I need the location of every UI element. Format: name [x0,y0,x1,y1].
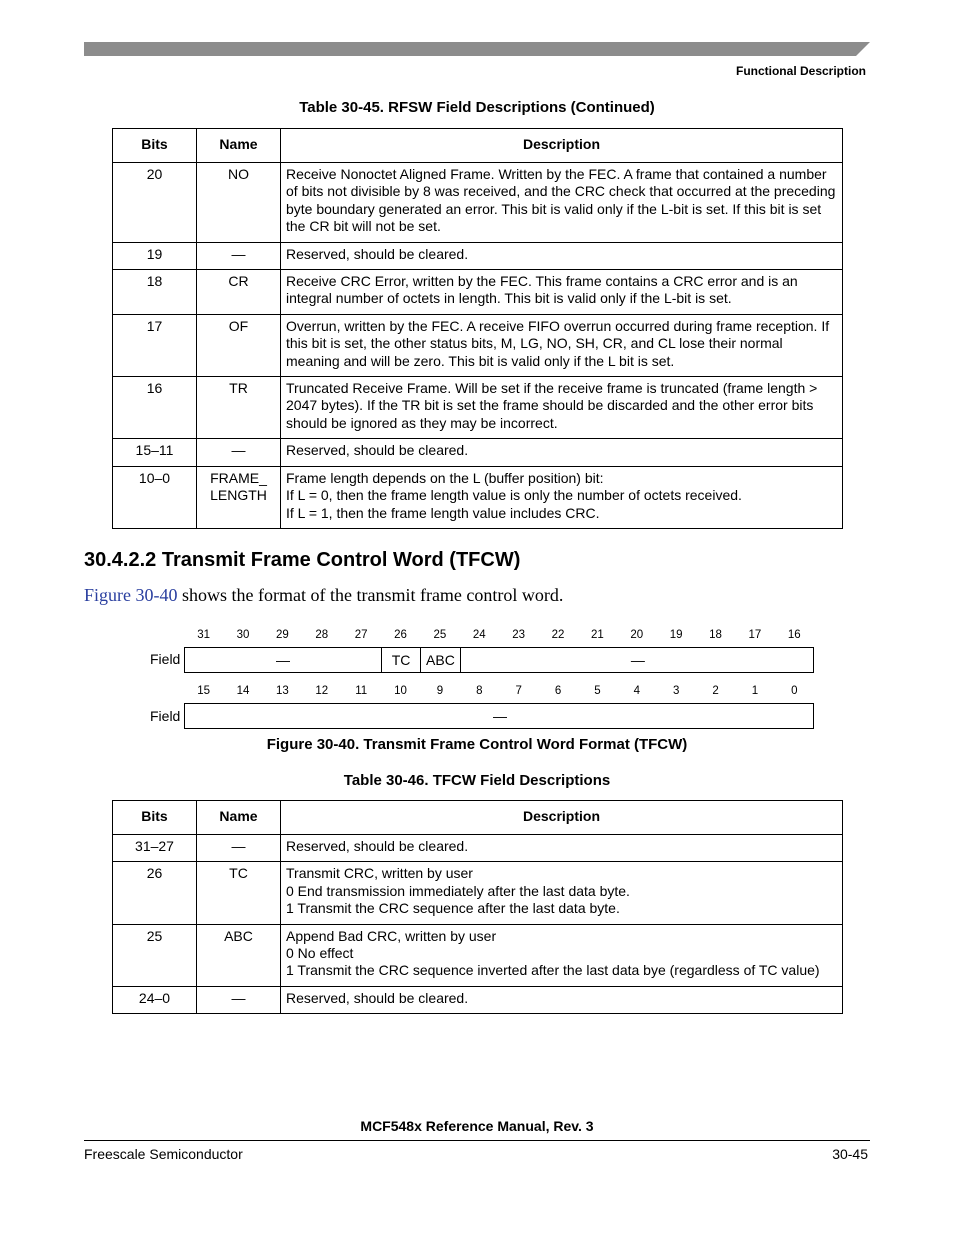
description-cell [281,986,843,1013]
bit-number: 30 [236,629,250,641]
description-line: Append Bad CRC, written by user [286,927,497,944]
description-cell [281,862,843,924]
name-cell: — [197,835,281,862]
name-cell: FRAME_ LENGTH [197,466,281,528]
description-cell [281,835,843,862]
lower-register-row [184,703,814,729]
name-cell: NO [197,163,281,243]
bits-cell: 15–11 [113,439,197,466]
bits-cell: 16 [113,377,197,439]
bits-cell: 20 [113,163,197,243]
bit-number: 27 [354,629,368,641]
bit-number: 0 [791,685,798,697]
bit-number: 24 [472,629,486,641]
bit-number: 7 [515,685,522,697]
table-row [113,270,843,315]
bit-number: 13 [276,685,289,697]
bit-number: 18 [709,629,722,641]
bit-number: 25 [433,629,447,641]
name-cell: — [197,986,281,1013]
bits-cell: 10–0 [113,466,197,528]
description-line: Receive Nonoctet Aligned Frame. Written by the FEC. A frame that contained a number of bits not divisible by 8 was received, and the CRC check that occurred at the preceding byte boundary generated an error. This bit is valid only if the L-bit is set. If this bit is set the CR bit will not be set. [286,166,836,235]
description-line: Transmit CRC, written by user [286,865,473,882]
description-line: Frame length depends on the L (buffer position) bit: [286,469,604,486]
running-header: Functional Description [735,64,866,78]
table1-caption: Table 30-45. RFSW Field Descriptions (Continued) [299,99,655,116]
bits-cell: 18 [113,270,197,315]
field-label-lower: Field [150,708,181,724]
name-cell: TR [197,377,281,439]
bit-number: 9 [436,685,444,697]
bit-number: 28 [315,629,329,641]
bit-number: 29 [276,629,289,641]
table-row [113,314,843,376]
bit-number: 22 [551,629,565,641]
paragraph-text: shows the format of the transmit frame control word. [177,585,564,605]
bit-number: 20 [630,629,644,641]
description-line: If L = 0, then the frame length value is only the number of octets received. [286,487,742,504]
bit-number: 19 [669,629,683,641]
bit-number: 11 [355,685,368,697]
bit-number: 2 [712,685,719,697]
bit-number: 10 [394,685,407,697]
description-cell [281,270,843,315]
description-line: Overrun, written by the FEC. A receive FIFO overrun occurred during frame reception. If this bit is set, the other status bits, M, LG, NO, SH, CR, and CL lose their normal meaning and will be zero. This bit is valid only if the L bit is set. [286,317,830,369]
name-header: Name [197,801,281,835]
description-line: If L = 1, then the frame length value includes CRC. [286,504,600,521]
bit-number: 6 [554,685,562,697]
description-line: Truncated Receive Frame. Will be set if the receive frame is truncated (frame length > 2047 bytes). If the TR bit is set the frame should be discarded and the other error bits should be ignored as they may be incorrect. [286,380,818,431]
description-header: Description [281,129,843,163]
bits-cell: 26 [113,862,197,924]
bit-number: 21 [591,629,604,641]
description-line: 1 Transmit the CRC sequence inverted after the last data bye (regardless of TC value) [286,962,820,979]
table-row [113,862,843,924]
table-row [113,835,843,862]
bits-cell: 25 [113,924,197,986]
description-cell [281,242,843,269]
name-cell: ABC [197,924,281,986]
description-line: 0 No effect [286,945,354,962]
bits-cell: 24–0 [113,986,197,1013]
register-field: — [185,648,382,672]
bit-number: 26 [394,629,407,641]
description-cell [281,377,843,439]
section-heading: 30.4.2.2 Transmit Frame Control Word (TFCW) [84,549,521,571]
description-line: 1 Transmit the CRC sequence after the last data byte. [286,900,620,917]
field-label-upper: Field [150,651,181,667]
table-header-row [113,129,843,163]
register-field: TC [382,648,421,672]
description-line: Reserved, should be cleared. [286,838,469,854]
table-row [113,466,843,528]
bit-number: 17 [748,629,762,641]
name-cell: — [197,242,281,269]
register-field: ABC [421,648,460,672]
name-cell: CR [197,270,281,315]
description-cell [281,466,843,528]
description-line: Reserved, should be cleared. [286,245,469,262]
description-line: Receive CRC Error, written by the FEC. This frame contains a CRC error and is an integral number of octets in length. This bit is valid only if the L-bit is set. [286,273,798,307]
section-paragraph [84,585,563,606]
header-bar [84,42,870,56]
bits-cell: 31–27 [113,835,197,862]
bit-number: 31 [197,629,211,641]
table-row [113,377,843,439]
table-header-row [113,801,843,835]
table1-body [113,163,843,529]
manual-title: MCF548x Reference Manual, Rev. 3 [360,1118,594,1134]
table-row [113,439,843,466]
description-line: 0 End transmission immediately after the last data byte. [286,882,630,899]
bits-cell: 17 [113,314,197,376]
bits-header: Bits [113,129,197,163]
description-cell [281,314,843,376]
rfsw-field-table [112,128,843,529]
bits-cell: 19 [113,242,197,269]
bit-number: 16 [787,629,801,641]
table-row [113,163,843,243]
description-line: Reserved, should be cleared. [286,989,469,1006]
bit-number: 15 [197,685,211,697]
description-cell [281,163,843,243]
name-cell: TC [197,862,281,924]
register-field: — [630,652,645,668]
name-header: Name [197,129,281,163]
lower-bit-numbers [184,685,814,699]
bits-header: Bits [113,801,197,835]
figure-caption: Figure 30-40. Transmit Frame Control Word Format (TFCW) [266,736,688,753]
name-cell: OF [197,314,281,376]
figure-link[interactable]: Figure 30-40 [84,585,178,605]
footer-divider [84,1140,870,1141]
bit-number: 5 [594,685,601,697]
description-line: Reserved, should be cleared. [286,442,469,459]
table-row [113,242,843,269]
bit-number: 14 [236,685,250,697]
name-cell: — [197,439,281,466]
bit-number: 1 [751,685,759,697]
table2-caption: Table 30-46. TFCW Field Descriptions [343,772,611,789]
table2-body [113,835,843,1014]
upper-bit-numbers [184,629,814,643]
table-row [113,924,843,986]
bit-number: 8 [476,685,483,697]
upper-register-row [184,647,814,673]
page-number: 30-45 [832,1146,868,1162]
bit-number: 23 [512,629,526,641]
bit-number: 12 [315,685,329,697]
description-cell [281,924,843,986]
bit-number: 3 [672,685,680,697]
table-row [113,986,843,1013]
register-field: — [493,708,507,724]
tfcw-field-table [112,800,843,1014]
bit-number: 4 [633,685,641,697]
description-header: Description [281,801,843,835]
company-name: Freescale Semiconductor [84,1146,243,1162]
description-cell [281,439,843,466]
